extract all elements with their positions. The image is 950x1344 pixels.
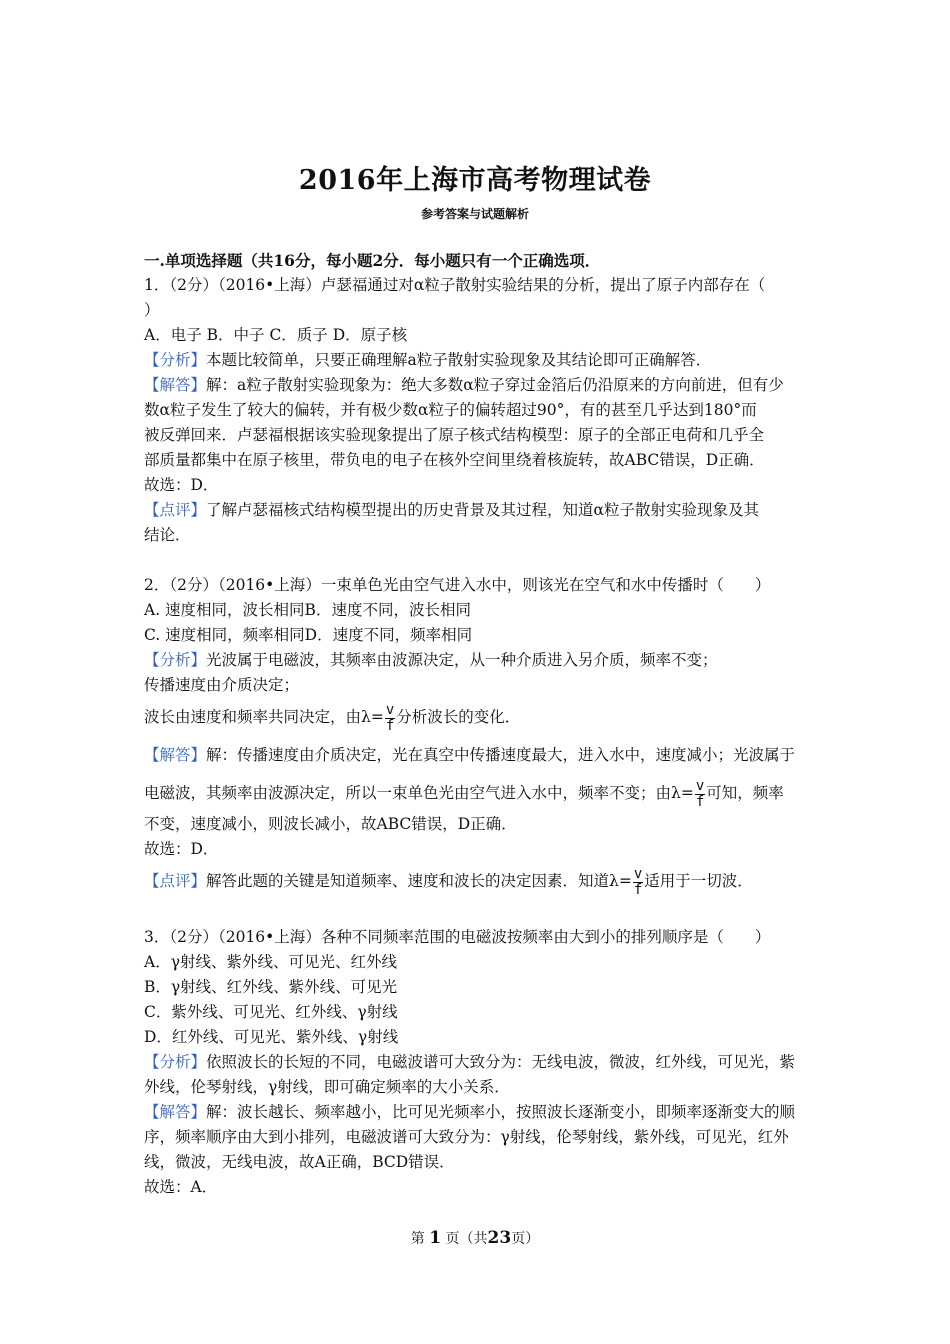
fraction-v-over-f [385,703,395,734]
q3-option-b: B．γ射线、红外线、紫外线、可见光 [144,978,398,996]
q3-option-a: A．γ射线、紫外线、可见光、红外线 [144,953,397,971]
q3-answer-text: 解：波长越长、频率越小，比可见光频率小，按照波长逐渐变小，即频率逐渐变大的顺 [206,1103,796,1121]
q3-answer-line: 线，微波，无线电波，故A正确，BCD错误． [144,1153,455,1171]
q3-option-c: C．紫外线、可见光、红外线、γ射线 [144,1003,398,1021]
question-3 [144,925,812,1200]
q1-analysis [144,348,812,373]
answer-tag: 【解答】 [144,1103,207,1121]
fraction-numerator: v [633,865,643,882]
answer-tag: 【解答】 [144,376,207,394]
q1-choice: 故选：D． [144,476,219,494]
q2-formula-post: 分析波长的变化． [396,708,521,726]
answer-tag: 【解答】 [144,746,207,764]
comment-tag: 【点评】 [144,501,207,519]
question-spacer [144,548,812,573]
q2-analysis-formula-line [144,698,812,736]
q1-answer-line: 部质量都集中在原子核里，带负电的电子在核外空间里绕着核旋转，故ABC错误，D正确． [144,451,765,469]
q2-answer-line: 不变，速度减小，则波长减小，故ABC错误，D正确． [144,815,517,833]
footer-total-pages: 23 [487,1228,512,1248]
q2-answer-formula-line [144,774,812,812]
page-subtitle: 参考答案与试题解析 [420,207,529,221]
question-1 [144,273,812,548]
fraction-v-over-f [695,779,705,810]
fraction-v-over-f [633,867,643,898]
document-body [144,248,812,1200]
q3-answer [144,1100,812,1125]
q2-comment-pre: 解答此题的关键是知道频率、速度和波长的决定因素．知道λ= [206,872,632,890]
fraction-numerator: v [695,777,705,794]
fraction-denominator: f [695,793,705,810]
section-heading: 一.单项选择题（共16分，每小题2分．每小题只有一个正确选项． [144,251,601,270]
question-spacer [144,900,812,925]
q1-answer-line [144,373,812,398]
q2-answer [144,736,812,774]
q1-answer-text: 解：a粒子散射实验现象为：绝大多数α粒子穿过金箔后仍沿原来的方向前进，但有少 [206,376,784,394]
analysis-tag: 【分析】 [144,1053,207,1071]
comment-tag: 【点评】 [144,872,207,890]
q2-choice: 故选：D． [144,840,219,858]
footer-middle: 页（共 [445,1231,488,1247]
q2-analysis-text: 光波属于电磁波，其频率由波源决定，从一种介质进入另介质，频率不变； [206,651,718,669]
page-title: 2016年上海市高考物理试卷 [298,165,652,196]
q3-choice: 故选：A． [144,1178,218,1196]
q2-option-ab: A. 速度相同，波长相同B．速度不同，波长相同 [144,601,471,619]
q1-stem: 1．（2分）（2016•上海）卢瑟福通过对α粒子散射实验结果的分析，提出了原子内部存在（ [144,276,766,294]
q2-formula-pre: 波长由速度和频率共同决定，由λ= [144,708,384,726]
q3-analysis [144,1050,812,1075]
q3-answer-line: 序，频率顺序由大到小排列，电磁波谱可大致分为：γ射线，伦琴射线，紫外线，可见光，红外 [144,1128,789,1146]
q2-analysis [144,648,812,673]
q3-analysis-line: 外线，伦琴射线，γ射线，即可确定频率的大小关系． [144,1078,510,1096]
q2-comment-post: 适用于一切波． [644,872,753,890]
q2-stem: 2．（2分）（2016•上海）一束单色光由空气进入水中，则该光在空气和水中传播时（ ） [144,576,771,594]
q3-option-d: D．红外线、可见光、紫外线、γ射线 [144,1028,399,1046]
q2-answer-post: 可知，频率 [706,784,784,802]
analysis-tag: 【分析】 [144,351,207,369]
q3-analysis-text: 依照波长的长短的不同，电磁波谱可大致分为：无线电波，微波，红外线，可见光，紫 [206,1053,796,1071]
q2-analysis-line: 传播速度由介质决定； [144,676,300,694]
fraction-denominator: f [385,717,395,734]
fraction-denominator: f [633,881,643,898]
footer-prefix: 第 [410,1231,425,1247]
q2-comment [144,862,812,900]
q1-analysis-text: 本题比较简单，只要正确理解a粒子散射实验现象及其结论即可正确解答． [206,351,712,369]
page-footer [0,1228,950,1248]
fraction-numerator: v [385,701,395,718]
footer-suffix: 页） [511,1231,540,1247]
question-2 [144,573,812,900]
q1-comment [144,498,812,523]
q1-stem-end: ） [144,301,160,319]
q1-comment-text: 了解卢瑟福核式结构模型提出的历史背景及其过程，知道α粒子散射实验现象及其 [206,501,759,519]
q1-comment-line: 结论． [144,526,191,544]
analysis-tag: 【分析】 [144,651,207,669]
q1-answer-line: 数α粒子发生了较大的偏转，并有极少数α粒子的偏转超过90°，有的甚至几乎达到180°而 [144,401,757,419]
footer-page-number: 1 [429,1228,442,1248]
q2-answer-text: 解：传播速度由介质决定，光在真空中传播速度最大，进入水中，速度减小；光波属于 [206,746,796,764]
q1-options: A．电子 B．中子 C．质子 D．原子核 [144,326,408,344]
q2-option-cd: C. 速度相同，频率相同D．速度不同，频率相同 [144,626,473,644]
q3-stem: 3．（2分）（2016•上海）各种不同频率范围的电磁波按频率由大到小的排列顺序是（ ） [144,928,771,946]
q1-answer-line: 被反弹回来．卢瑟福根据该实验现象提出了原子核式结构模型：原子的全部正电荷和几乎全 [144,426,765,444]
q2-answer-pre: 电磁波，其频率由波源决定，所以一束单色光由空气进入水中，频率不变；由λ= [144,784,694,802]
